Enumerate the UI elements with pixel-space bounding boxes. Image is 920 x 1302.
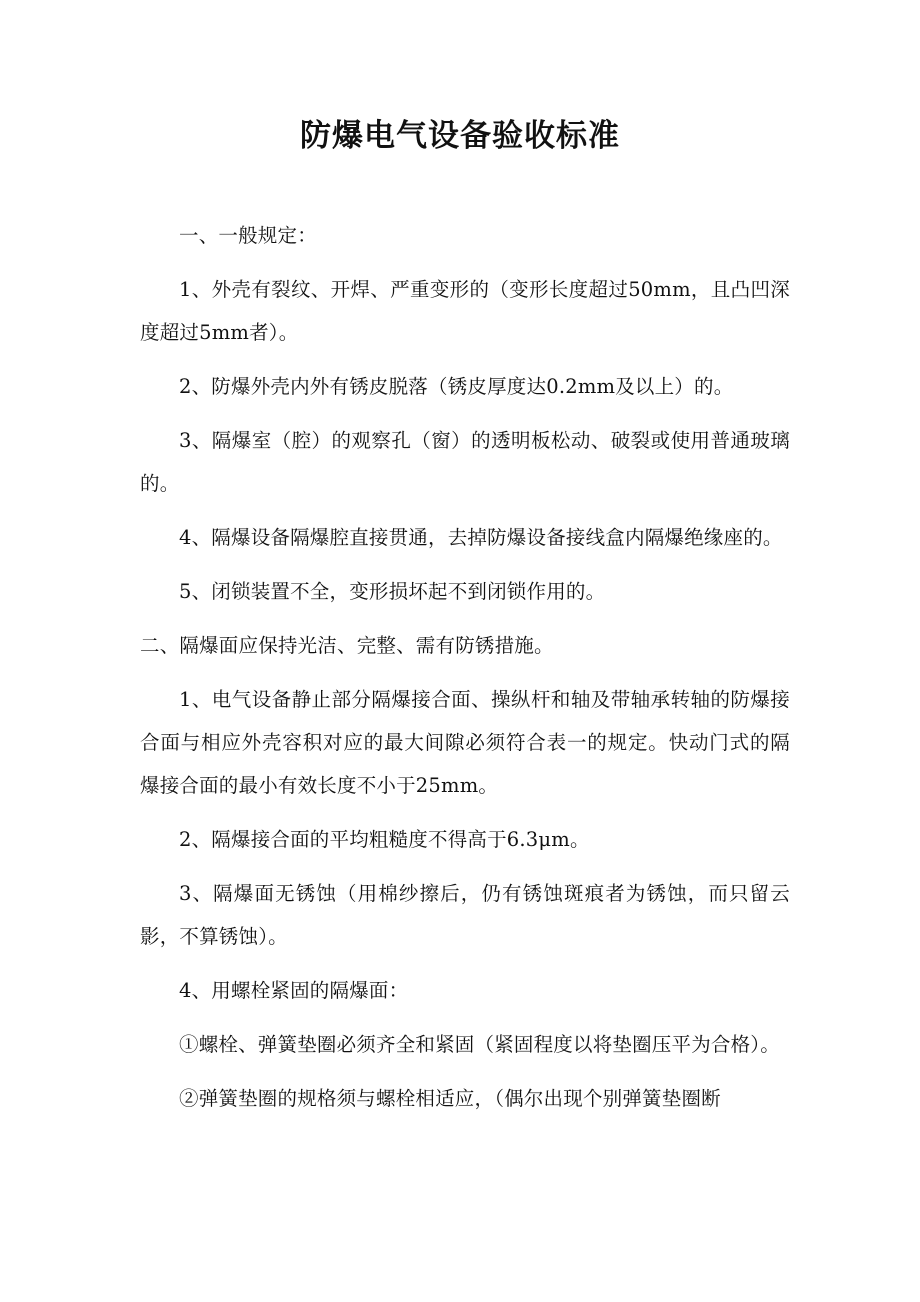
paragraph-item: 4、隔爆设备隔爆腔直接贯通，去掉防爆设备接线盒内隔爆绝缘座的。	[179, 526, 783, 549]
paragraph-item: 2、隔爆接合面的平均粗糙度不得高于6.3μm。	[179, 828, 590, 851]
paragraph-item: 1、电气设备静止部分隔爆接合面、操纵杆和轴及带轴承转轴的防爆接合面与相应外壳容积对应的最大间隙必须符合表一的规定。快动门式的隔爆接合面的最小有效长度不小于25mm。	[140, 688, 790, 797]
paragraph-item: 3、隔爆面无锈蚀（用棉纱擦后，仍有锈蚀斑痕者为锈蚀，而只留云影，不算锈蚀）。	[140, 882, 790, 948]
paragraph-subitem: ②弹簧垫圈的规格须与螺栓相适应，（偶尔出现个别弹簧垫圈断	[179, 1087, 721, 1110]
section-heading-general: 一、一般规定：	[179, 224, 317, 247]
paragraph-item: 2、防爆外壳内外有锈皮脱落（锈皮厚度达0.2mm及以上）的。	[179, 375, 734, 398]
paragraph-item: 4、用螺栓紧固的隔爆面：	[179, 979, 409, 1002]
paragraph-item: 5、闭锁装置不全，变形损坏起不到闭锁作用的。	[179, 580, 606, 603]
document-body	[140, 214, 790, 1120]
paragraph-subitem: ①螺栓、弹簧垫圈必须齐全和紧固（紧固程度以将垫圈压平为合格）。	[179, 1033, 780, 1056]
document-title: 防爆电气设备验收标准	[300, 118, 620, 154]
paragraph-item: 1、外壳有裂纹、开焊、严重变形的（变形长度超过50mm，且凸凹深度超过5mm者）。	[140, 278, 790, 344]
section-heading-explosion-surface: 二、隔爆面应保持光洁、完整、需有防锈措施。	[140, 634, 554, 657]
paragraph-item: 3、隔爆室（腔）的观察孔（窗）的透明板松动、破裂或使用普通玻璃的。	[140, 429, 790, 495]
